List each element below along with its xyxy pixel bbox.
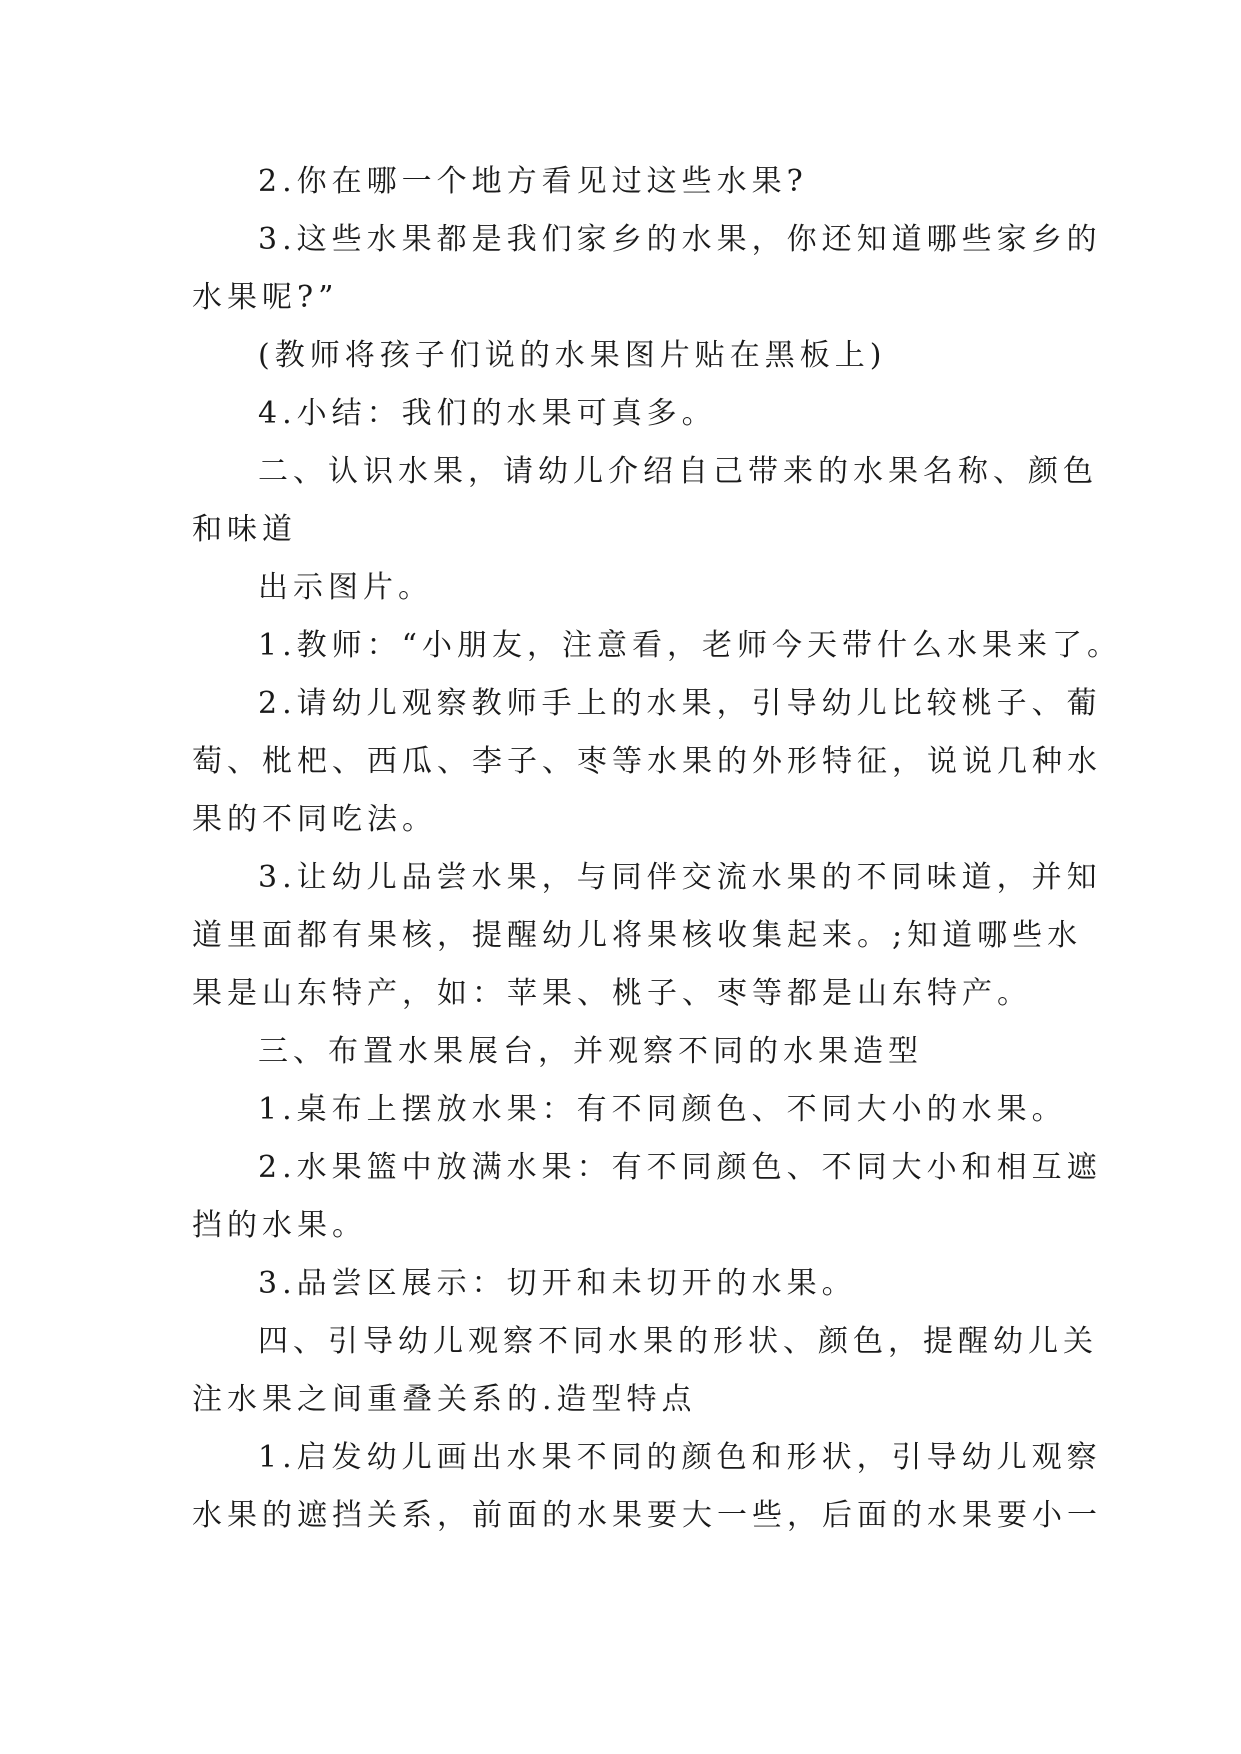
text-line: 1.桌布上摆放水果：有不同颜色、不同大小的水果。 xyxy=(258,1092,1067,1127)
text-line: 2.请幼儿观察教师手上的水果，引导幼儿比较桃子、葡 xyxy=(258,686,1102,721)
document-body xyxy=(192,153,1122,1545)
text-line: 出示图片。 xyxy=(258,570,433,605)
section-heading-line: 二、认识水果，请幼儿介绍自己带来的水果名称、颜色 xyxy=(258,454,1098,489)
text-line: 4.小结：我们的水果可真多。 xyxy=(258,396,717,431)
section-heading-line: 四、引导幼儿观察不同水果的形状、颜色，提醒幼儿关 xyxy=(258,1324,1098,1359)
text-line: 1.教师：“小朋友，注意看，老师今天带什么水果来了。 xyxy=(258,628,1122,663)
text-line: 道里面都有果核，提醒幼儿将果核收集起来。;知道哪些水 xyxy=(192,918,1083,953)
text-line: 水果的遮挡关系，前面的水果要大一些，后面的水果要小一 xyxy=(192,1498,1102,1533)
text-line: 3.让幼儿品尝水果，与同伴交流水果的不同味道，并知 xyxy=(258,860,1102,895)
section-heading-line: 和味道 xyxy=(192,512,297,547)
text-line: 果的不同吃法。 xyxy=(192,802,437,837)
text-line: 3.这些水果都是我们家乡的水果，你还知道哪些家乡的 xyxy=(258,222,1102,257)
text-line: (教师将孩子们说的水果图片贴在黑板上) xyxy=(258,338,887,373)
text-line: 2.你在哪一个地方看见过这些水果? xyxy=(258,164,808,199)
text-line: 水果呢?” xyxy=(192,280,339,315)
text-line: 2.水果篮中放满水果：有不同颜色、不同大小和相互遮 xyxy=(258,1150,1102,1185)
text-line: 果是山东特产，如：苹果、桃子、枣等都是山东特产。 xyxy=(192,976,1032,1011)
text-line: 1.启发幼儿画出水果不同的颜色和形状，引导幼儿观察 xyxy=(258,1440,1102,1475)
text-line: 挡的水果。 xyxy=(192,1208,367,1243)
section-heading-line: 注水果之间重叠关系的.造型特点 xyxy=(192,1382,697,1417)
text-line: 萄、枇杷、西瓜、李子、枣等水果的外形特征，说说几种水 xyxy=(192,744,1102,779)
text-line: 3.品尝区展示：切开和未切开的水果。 xyxy=(258,1266,857,1301)
section-heading-line: 三、布置水果展台，并观察不同的水果造型 xyxy=(258,1034,923,1069)
